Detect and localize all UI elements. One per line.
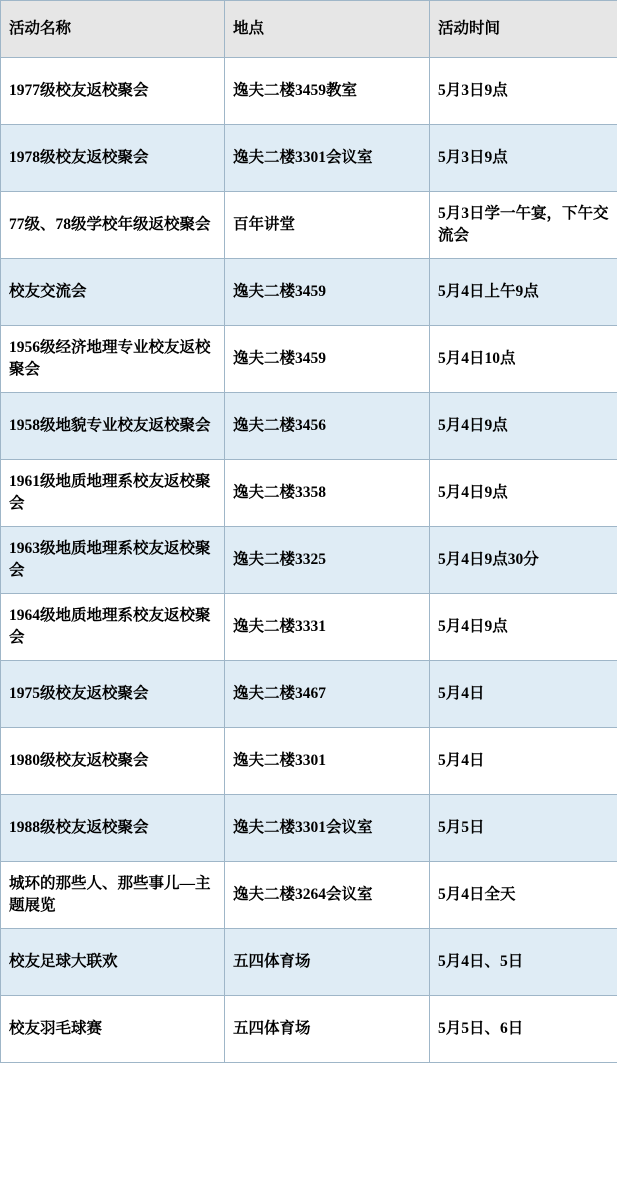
cell-location: 五四体育场 — [225, 996, 430, 1063]
table-row — [1, 125, 617, 192]
table-row — [1, 728, 617, 795]
cell-location: 逸夫二楼3459 — [225, 259, 430, 326]
table-header — [1, 1, 617, 58]
table-row — [1, 996, 617, 1063]
column-header-location: 地点 — [225, 1, 430, 58]
cell-activity-name: 1964级地质地理系校友返校聚会 — [1, 594, 225, 661]
table-row — [1, 460, 617, 527]
cell-activity-time: 5月4日9点30分 — [430, 527, 617, 594]
cell-activity-name: 校友足球大联欢 — [1, 929, 225, 996]
cell-activity-time: 5月4日全天 — [430, 862, 617, 929]
cell-location: 逸夫二楼3325 — [225, 527, 430, 594]
cell-activity-time: 5月3日学一午宴，下午交流会 — [430, 192, 617, 259]
cell-activity-time: 5月3日9点 — [430, 125, 617, 192]
cell-location: 百年讲堂 — [225, 192, 430, 259]
table-row — [1, 795, 617, 862]
cell-location: 逸夫二楼3301会议室 — [225, 125, 430, 192]
cell-activity-time: 5月4日9点 — [430, 594, 617, 661]
cell-activity-name: 1977级校友返校聚会 — [1, 58, 225, 125]
cell-activity-name: 1958级地貌专业校友返校聚会 — [1, 393, 225, 460]
cell-activity-name: 1988级校友返校聚会 — [1, 795, 225, 862]
cell-activity-time: 5月4日 — [430, 661, 617, 728]
cell-activity-name: 1980级校友返校聚会 — [1, 728, 225, 795]
cell-activity-time: 5月5日、6日 — [430, 996, 617, 1063]
cell-activity-name: 1956级经济地理专业校友返校聚会 — [1, 326, 225, 393]
cell-location: 五四体育场 — [225, 929, 430, 996]
table-row — [1, 862, 617, 929]
cell-activity-time: 5月4日上午9点 — [430, 259, 617, 326]
cell-location: 逸夫二楼3301 — [225, 728, 430, 795]
cell-activity-name: 77级、78级学校年级返校聚会 — [1, 192, 225, 259]
cell-activity-time: 5月4日9点 — [430, 460, 617, 527]
table-row — [1, 661, 617, 728]
cell-activity-name: 校友交流会 — [1, 259, 225, 326]
table-header-row — [1, 1, 617, 58]
cell-location: 逸夫二楼3467 — [225, 661, 430, 728]
cell-activity-time: 5月3日9点 — [430, 58, 617, 125]
table-row — [1, 192, 617, 259]
cell-activity-time: 5月4日10点 — [430, 326, 617, 393]
cell-activity-name: 城环的那些人、那些事儿—主题展览 — [1, 862, 225, 929]
table-row — [1, 929, 617, 996]
cell-activity-time: 5月4日、5日 — [430, 929, 617, 996]
table-row — [1, 58, 617, 125]
cell-location: 逸夫二楼3459教室 — [225, 58, 430, 125]
cell-activity-time: 5月4日 — [430, 728, 617, 795]
cell-location: 逸夫二楼3459 — [225, 326, 430, 393]
table-row — [1, 594, 617, 661]
cell-activity-name: 1961级地质地理系校友返校聚会 — [1, 460, 225, 527]
table-row — [1, 393, 617, 460]
cell-location: 逸夫二楼3331 — [225, 594, 430, 661]
table-body — [1, 58, 617, 1063]
cell-location: 逸夫二楼3264会议室 — [225, 862, 430, 929]
cell-activity-name: 校友羽毛球赛 — [1, 996, 225, 1063]
cell-location: 逸夫二楼3301会议室 — [225, 795, 430, 862]
column-header-activity-time: 活动时间 — [430, 1, 617, 58]
cell-activity-name: 1963级地质地理系校友返校聚会 — [1, 527, 225, 594]
cell-activity-time: 5月5日 — [430, 795, 617, 862]
column-header-activity-name: 活动名称 — [1, 1, 225, 58]
table-row — [1, 527, 617, 594]
cell-location: 逸夫二楼3358 — [225, 460, 430, 527]
table-row — [1, 259, 617, 326]
cell-activity-name: 1978级校友返校聚会 — [1, 125, 225, 192]
cell-activity-name: 1975级校友返校聚会 — [1, 661, 225, 728]
cell-activity-time: 5月4日9点 — [430, 393, 617, 460]
cell-location: 逸夫二楼3456 — [225, 393, 430, 460]
table-row — [1, 326, 617, 393]
